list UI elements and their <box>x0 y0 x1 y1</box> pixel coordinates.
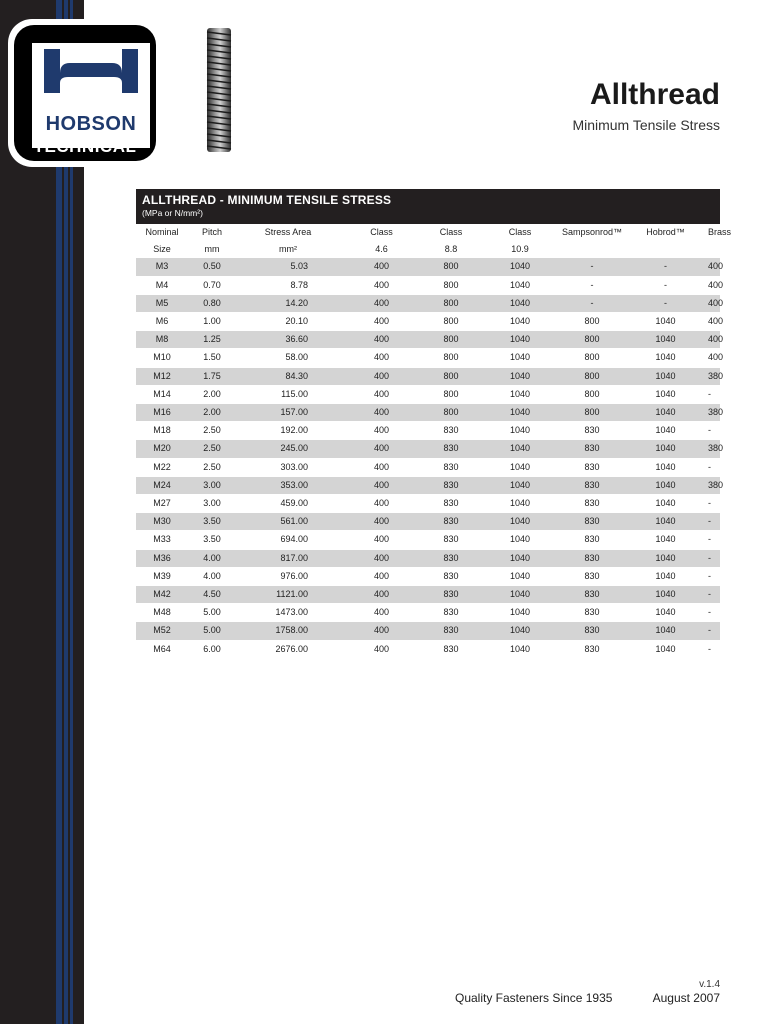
table-cell: 192.00 <box>236 422 340 440</box>
table-cell: 400 <box>340 349 423 367</box>
table-cell: M30 <box>136 513 188 531</box>
table-cell: M36 <box>136 549 188 567</box>
table-cell: 4.50 <box>188 586 236 604</box>
table-cell: - <box>708 567 720 585</box>
table-cell: M20 <box>136 440 188 458</box>
table-cell: 830 <box>423 586 479 604</box>
table-cell: 800 <box>561 385 623 403</box>
page-subtitle: Minimum Tensile Stress <box>572 117 720 133</box>
table-cell: 800 <box>423 276 479 294</box>
table-cell: - <box>623 294 708 312</box>
table-cell: M42 <box>136 586 188 604</box>
table-cell: M33 <box>136 531 188 549</box>
table-cell: 830 <box>423 476 479 494</box>
table-cell: 830 <box>423 440 479 458</box>
table-title: ALLTHREAD - MINIMUM TENSILE STRESS <box>142 193 392 207</box>
table-cell: 0.80 <box>188 294 236 312</box>
table-cell: 1040 <box>479 440 561 458</box>
table-row <box>136 276 720 294</box>
column-header: Nominal <box>145 227 179 237</box>
table-cell: 1040 <box>479 495 561 513</box>
table-cell: 1040 <box>479 604 561 622</box>
table-cell: 4.00 <box>188 567 236 585</box>
table-cell: M4 <box>136 276 188 294</box>
header-row <box>136 224 720 241</box>
table-cell: 1040 <box>623 349 708 367</box>
table-row <box>136 331 720 349</box>
table-cell: 1121.00 <box>236 586 340 604</box>
table-cell: 400 <box>340 567 423 585</box>
table-cell: - <box>623 276 708 294</box>
table-cell: 1.75 <box>188 367 236 385</box>
table-cell: 1.50 <box>188 349 236 367</box>
table-row <box>136 458 720 476</box>
table-cell: 800 <box>423 331 479 349</box>
table-cell: 400 <box>340 331 423 349</box>
table-cell: 380 <box>708 476 720 494</box>
table-cell: 400 <box>708 258 720 276</box>
table-cell: 20.10 <box>236 313 340 331</box>
data-table <box>136 224 732 659</box>
page-title: Allthread <box>589 78 720 111</box>
footer-date: August 2007 <box>652 991 720 1005</box>
table-cell: 3.50 <box>188 531 236 549</box>
table-cell: 3.00 <box>188 495 236 513</box>
table-cell: 1040 <box>623 513 708 531</box>
table-cell: 400 <box>340 531 423 549</box>
table-cell: M24 <box>136 476 188 494</box>
logo-panel <box>32 43 150 148</box>
table-row <box>136 513 720 531</box>
table-row <box>136 640 720 658</box>
table-cell: 400 <box>340 276 423 294</box>
table-cell: 380 <box>708 367 720 385</box>
table-cell: 830 <box>561 640 623 658</box>
table-cell: - <box>708 495 720 513</box>
table-cell: 400 <box>340 513 423 531</box>
table-cell: 800 <box>561 404 623 422</box>
table-cell: 1473.00 <box>236 604 340 622</box>
table-cell: 830 <box>561 458 623 476</box>
table-cell: 1040 <box>623 476 708 494</box>
table-cell: 400 <box>340 258 423 276</box>
table-cell: 400 <box>340 476 423 494</box>
table-cell: 830 <box>561 422 623 440</box>
table-cell: 1040 <box>479 404 561 422</box>
table-cell: - <box>708 604 720 622</box>
table-title-bar <box>136 189 720 224</box>
column-subheader: Size <box>153 244 171 255</box>
table-cell: 2.50 <box>188 422 236 440</box>
table-cell: 400 <box>340 313 423 331</box>
table-cell: 800 <box>423 258 479 276</box>
table-cell: 115.00 <box>236 385 340 403</box>
table-cell: 5.00 <box>188 622 236 640</box>
column-subheader <box>561 241 623 258</box>
table-cell: 1040 <box>479 513 561 531</box>
table-cell: M39 <box>136 567 188 585</box>
column-header: Class <box>508 227 532 237</box>
table-cell: 36.60 <box>236 331 340 349</box>
table-cell: 830 <box>561 567 623 585</box>
table-cell: 830 <box>561 586 623 604</box>
table-cell: - <box>623 258 708 276</box>
table-cell: - <box>708 622 720 640</box>
table-cell: M10 <box>136 349 188 367</box>
table-cell: - <box>561 258 623 276</box>
table-cell: 1040 <box>479 622 561 640</box>
logo-tagline: TECHNICAL <box>33 137 137 156</box>
table-cell: - <box>708 549 720 567</box>
table-cell: 14.20 <box>236 294 340 312</box>
table-cell: - <box>561 276 623 294</box>
column-header: Sampsonrod™ <box>561 227 623 237</box>
table-cell: 0.50 <box>188 258 236 276</box>
table-cell: 400 <box>340 640 423 658</box>
table-cell: 1040 <box>479 567 561 585</box>
table-cell: 459.00 <box>236 495 340 513</box>
table-cell: 830 <box>423 549 479 567</box>
table-cell: 830 <box>423 458 479 476</box>
table-body <box>136 258 724 658</box>
table-cell: 400 <box>708 276 720 294</box>
table-cell: 380 <box>708 404 720 422</box>
version-label: v.1.4 <box>699 979 720 990</box>
table-cell: 400 <box>708 331 720 349</box>
column-subheader: 8.8 <box>444 244 458 255</box>
table-cell: M3 <box>136 258 188 276</box>
table-cell: 2.00 <box>188 404 236 422</box>
table-cell: 1040 <box>479 367 561 385</box>
table-cell: 800 <box>423 367 479 385</box>
table-cell: M16 <box>136 404 188 422</box>
table-cell: 1040 <box>623 331 708 349</box>
table-cell: 0.70 <box>188 276 236 294</box>
table-row <box>136 604 720 622</box>
column-header: Class <box>439 227 463 237</box>
table-cell: 800 <box>423 404 479 422</box>
table-cell: 400 <box>340 440 423 458</box>
table-cell: 1040 <box>623 404 708 422</box>
table-cell: 830 <box>561 476 623 494</box>
table-cell: 1040 <box>623 604 708 622</box>
table-row <box>136 313 720 331</box>
hobson-logo <box>8 19 162 167</box>
table-cell: 5.00 <box>188 604 236 622</box>
table-cell: 800 <box>561 349 623 367</box>
table-cell: 1040 <box>479 531 561 549</box>
table-cell: 830 <box>561 495 623 513</box>
table-cell: 800 <box>561 313 623 331</box>
table-cell: 1040 <box>479 294 561 312</box>
table-cell: 303.00 <box>236 458 340 476</box>
column-subheader <box>623 241 708 258</box>
table-row <box>136 586 720 604</box>
table-cell: 3.50 <box>188 513 236 531</box>
table-cell: 157.00 <box>236 404 340 422</box>
table-cell: 400 <box>340 385 423 403</box>
column-subheader <box>708 241 720 258</box>
hobson-h-icon <box>44 49 138 93</box>
table-cell: 400 <box>708 349 720 367</box>
table-cell: 3.00 <box>188 476 236 494</box>
table-cell: 1040 <box>623 586 708 604</box>
table-cell: 1040 <box>623 495 708 513</box>
table-cell: 1040 <box>479 385 561 403</box>
table-cell: 353.00 <box>236 476 340 494</box>
table-cell: 830 <box>561 622 623 640</box>
table-cell: 2676.00 <box>236 640 340 658</box>
table-cell: 1040 <box>623 313 708 331</box>
table-cell: 8.78 <box>236 276 340 294</box>
table-cell: 830 <box>423 622 479 640</box>
table-cell: M52 <box>136 622 188 640</box>
table-cell: 1040 <box>623 567 708 585</box>
table-cell: 1040 <box>623 622 708 640</box>
table-cell: 1040 <box>623 640 708 658</box>
table-cell: - <box>708 513 720 531</box>
table-cell: M27 <box>136 495 188 513</box>
table-cell: 400 <box>708 294 720 312</box>
table-cell: 800 <box>423 294 479 312</box>
table-cell: 830 <box>561 531 623 549</box>
table-cell: 1040 <box>479 349 561 367</box>
table-cell: 1.00 <box>188 313 236 331</box>
table-cell: 800 <box>561 331 623 349</box>
table-cell: - <box>708 422 720 440</box>
table-cell: M64 <box>136 640 188 658</box>
column-subheader: mm² <box>279 244 297 255</box>
table-cell: 800 <box>423 313 479 331</box>
logo-brand-name: HOBSON <box>45 113 137 135</box>
table-cell: M48 <box>136 604 188 622</box>
table-row <box>136 349 720 367</box>
table-row <box>136 622 720 640</box>
table-row <box>136 440 720 458</box>
table-cell: M8 <box>136 331 188 349</box>
table-cell: 1040 <box>479 640 561 658</box>
table-cell: 830 <box>561 513 623 531</box>
table-row <box>136 476 720 494</box>
table-cell: - <box>561 294 623 312</box>
column-header: Pitch <box>201 227 222 237</box>
table-cell: 830 <box>423 531 479 549</box>
table-cell: 1040 <box>623 422 708 440</box>
table-cell: 245.00 <box>236 440 340 458</box>
table-cell: M14 <box>136 385 188 403</box>
table-cell: 1040 <box>479 586 561 604</box>
column-header: Class <box>370 227 393 237</box>
table-cell: 800 <box>561 367 623 385</box>
table-cell: 400 <box>340 622 423 640</box>
column-subheader: 10.9 <box>511 244 529 255</box>
header-row <box>136 241 720 258</box>
table-cell: 830 <box>423 604 479 622</box>
tensile-stress-table <box>136 189 732 659</box>
table-cell: 1040 <box>479 276 561 294</box>
table-cell: 2.50 <box>188 440 236 458</box>
table-row <box>136 567 720 585</box>
table-cell: 1040 <box>479 476 561 494</box>
table-cell: 1040 <box>623 458 708 476</box>
footer-tagline: Quality Fasteners Since 1935 <box>455 991 613 1005</box>
table-cell: 400 <box>340 294 423 312</box>
table-cell: - <box>708 586 720 604</box>
table-cell: M12 <box>136 367 188 385</box>
table-cell: 830 <box>423 640 479 658</box>
table-cell: 800 <box>423 349 479 367</box>
table-cell: 400 <box>340 404 423 422</box>
table-cell: 1040 <box>479 422 561 440</box>
table-row <box>136 385 720 403</box>
table-row <box>136 549 720 567</box>
table-cell: M18 <box>136 422 188 440</box>
table-cell: - <box>708 458 720 476</box>
table-cell: 817.00 <box>236 549 340 567</box>
table-cell: 6.00 <box>188 640 236 658</box>
column-subheader: mm <box>204 244 220 255</box>
table-cell: 1040 <box>623 549 708 567</box>
table-cell: M6 <box>136 313 188 331</box>
column-subheader: 4.6 <box>375 244 388 255</box>
table-cell: M22 <box>136 458 188 476</box>
table-row <box>136 422 720 440</box>
table-cell: 400 <box>340 604 423 622</box>
table-cell: 2.50 <box>188 458 236 476</box>
column-header: Hobrod™ <box>646 227 685 237</box>
table-cell: 1040 <box>623 367 708 385</box>
table-cell: 1040 <box>479 258 561 276</box>
table-cell: 1040 <box>479 331 561 349</box>
threaded-rod-icon <box>205 28 233 152</box>
table-cell: 1040 <box>623 531 708 549</box>
table-cell: 830 <box>423 567 479 585</box>
table-cell: - <box>708 531 720 549</box>
table-cell: M5 <box>136 294 188 312</box>
table-cell: 800 <box>423 385 479 403</box>
table-cell: 400 <box>340 458 423 476</box>
table-cell: 830 <box>423 422 479 440</box>
table-cell: 830 <box>423 513 479 531</box>
table-row <box>136 404 720 422</box>
table-row <box>136 495 720 513</box>
table-row <box>136 367 720 385</box>
table-cell: 84.30 <box>236 367 340 385</box>
table-cell: 1040 <box>479 313 561 331</box>
table-cell: 1.25 <box>188 331 236 349</box>
table-units: (MPa or N/mm²) <box>142 208 203 218</box>
table-cell: 830 <box>561 604 623 622</box>
table-cell: - <box>708 385 720 403</box>
table-cell: 400 <box>340 549 423 567</box>
table-cell: 1040 <box>479 458 561 476</box>
table-cell: 830 <box>561 440 623 458</box>
table-cell: 400 <box>340 422 423 440</box>
table-cell: 400 <box>708 313 720 331</box>
table-cell: 830 <box>423 495 479 513</box>
table-cell: 1040 <box>623 385 708 403</box>
table-cell: 58.00 <box>236 349 340 367</box>
table-cell: 400 <box>340 586 423 604</box>
table-row <box>136 294 720 312</box>
table-cell: 2.00 <box>188 385 236 403</box>
table-cell: 976.00 <box>236 567 340 585</box>
column-header: Stress Area <box>264 227 312 237</box>
table-cell: 1040 <box>479 549 561 567</box>
table-cell: 380 <box>708 440 720 458</box>
table-row <box>136 258 720 276</box>
column-header: Brass <box>708 227 732 237</box>
table-cell: 694.00 <box>236 531 340 549</box>
table-cell: 5.03 <box>236 258 340 276</box>
table-cell: 1040 <box>623 440 708 458</box>
table-cell: - <box>708 640 720 658</box>
table-cell: 4.00 <box>188 549 236 567</box>
table-cell: 561.00 <box>236 513 340 531</box>
table-cell: 1758.00 <box>236 622 340 640</box>
table-cell: 400 <box>340 367 423 385</box>
table-cell: 830 <box>561 549 623 567</box>
table-cell: 400 <box>340 495 423 513</box>
table-row <box>136 531 720 549</box>
